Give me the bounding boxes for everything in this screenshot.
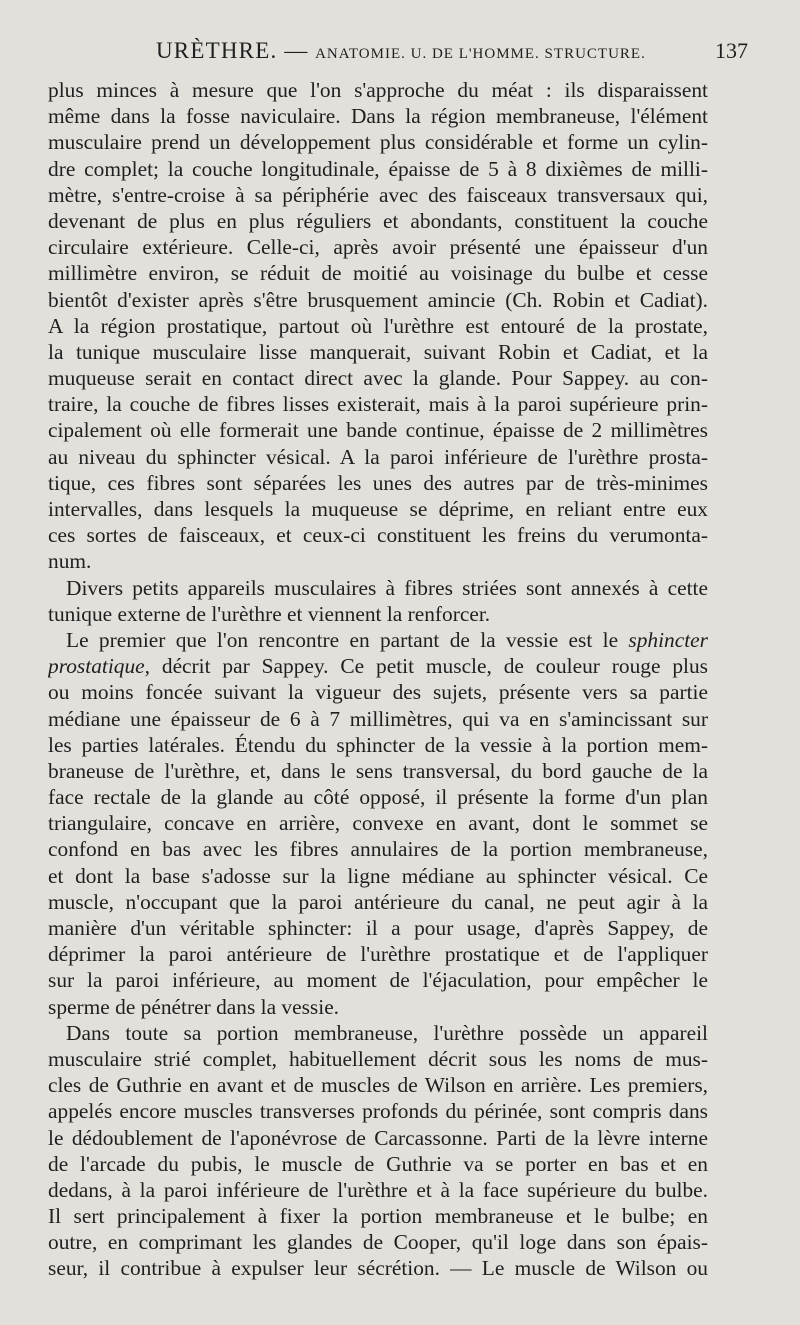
text-line: braneuse de l'urèthre, et, dans le sens transversal, du bord gauche de la <box>48 758 708 783</box>
text-line: circulaire extérieure. Celle-ci, après avoir présenté une épaisseur d'un <box>48 235 708 260</box>
text-line: dedans, à la paroi inférieure de l'urèthre et à la face supérieure du bulbe. <box>48 1177 708 1202</box>
italic-term: sphincter <box>628 627 708 652</box>
text-line: plus minces à mesure que l'on s'approche du méat : ils disparaissent <box>48 78 708 102</box>
body-text <box>48 77 708 1282</box>
text-line: tunique externe de l'urèthre et viennent la renforcer. <box>48 601 491 626</box>
page-header <box>48 38 748 74</box>
text-line: manière d'un véritable sphincter: il a pour usage, d'après Sappey, de <box>48 916 708 940</box>
running-head <box>156 38 646 64</box>
text-line: muscle, n'occupant que la paroi antérieure du canal, ne peut agir à la <box>48 889 708 914</box>
text-line: A la région prostatique, partout où l'urèthre est entouré de la prostate, <box>48 313 708 338</box>
text-line: appelés encore muscles transverses profonds du périnée, sont compris dans <box>48 1099 708 1124</box>
text-line: musculaire prend un développement plus considérable et forme un cylin- <box>48 130 708 155</box>
text-line: Il sert principalement à fixer la portion membraneuse et le bulbe; en <box>48 1204 708 1229</box>
text-line: cipalement où elle formerait une bande continue, épaisse de 2 millimètres <box>48 418 708 443</box>
text-line: déprimer la paroi antérieure de l'urèthre prostatique et de l'appliquer <box>48 942 708 967</box>
text-line: Le premier que l'on rencontre en partant de la vessie est le sphincter <box>66 627 708 652</box>
text-line: sperme de pénétrer dans la vessie. <box>48 994 340 1019</box>
text-line: le dédoublement de l'aponévrose de Carcassonne. Parti de la lèvre interne <box>48 1125 708 1150</box>
text-line: et dont la base s'adosse sur la ligne médiane au sphincter vésical. Ce <box>48 863 708 888</box>
text-line: les parties latérales. Étendu du sphincter de la vessie à la portion mem- <box>48 732 708 757</box>
text-line: la tunique musculaire lisse manquerait, suivant Robin et Cadiat, et la <box>48 339 708 364</box>
text-line: cles de Guthrie en avant et de muscles de Wilson en arrière. Les premiers, <box>48 1073 708 1098</box>
text-line: médiane une épaisseur de 6 à 7 millimètres, qui va en s'amincissant sur <box>48 706 708 731</box>
text-line: ces sortes de faisceaux, et ceux-ci constituent les freins du verumonta- <box>48 523 708 548</box>
text-line: millimètre environ, se réduit de moitié au voisinage du bulbe et cesse <box>48 261 708 286</box>
text-line: sur la paroi inférieure, au moment de l'éjaculation, pour empêcher le <box>48 968 708 993</box>
text-line: Dans toute sa portion membraneuse, l'urèthre possède un appareil <box>66 1020 708 1045</box>
text-line: dre complet; la couche longitudinale, épaisse de 5 à 8 dixièmes de milli- <box>48 156 708 181</box>
italic-term: prostatique <box>48 654 145 679</box>
text-line: tique, ces fibres sont séparées les unes des autres par de très-minimes <box>48 470 708 495</box>
text-line: au niveau du sphincter vésical. A la paroi inférieure de l'urèthre prosta- <box>48 444 708 469</box>
text-line: muqueuse serait en contact direct avec la glande. Pour Sappey. au con- <box>48 366 708 391</box>
running-head-title: URÈTHRE. — <box>156 38 309 63</box>
text-line: num. <box>48 549 92 574</box>
text-line: traire, la couche de fibres lisses existerait, mais à la paroi supérieure prin- <box>48 392 708 417</box>
text-line: bientôt d'exister après s'être brusquement amincie (Ch. Robin et Cadiat). <box>48 287 708 312</box>
text-line: devenant de plus en plus réguliers et abondants, constituent la couche <box>48 208 708 233</box>
text-line: mètre, s'entre-croise à sa périphérie avec des faisceaux transversaux qui, <box>48 182 708 207</box>
text-line: seur, il contribue à expulser leur sécrétion. — Le muscle de Wilson ou <box>48 1256 708 1281</box>
text-line: ou moins foncée suivant la vigueur des sujets, présente vers sa partie <box>48 680 708 705</box>
text-line: de l'arcade du pubis, le muscle de Guthrie va se porter en bas et en <box>48 1151 708 1176</box>
text-line: musculaire strié complet, habituellement décrit sous les noms de mus- <box>48 1046 708 1071</box>
text-line: face rectale de la glande au côté opposé, il présente la forme d'un plan <box>48 785 708 810</box>
page-number: 137 <box>715 38 748 63</box>
running-head-subtitle: ANATOMIE. U. DE L'HOMME. STRUCTURE. <box>315 46 646 62</box>
text-line: confond en bas avec les fibres annulaires de la portion membraneuse, <box>48 837 708 862</box>
text-line: prostatique, décrit par Sappey. Ce petit muscle, de couleur rouge plus <box>48 654 708 679</box>
text-line: Divers petits appareils musculaires à fibres striées sont annexés à cette <box>66 575 708 600</box>
text-line: même dans la fosse naviculaire. Dans la région membraneuse, l'élément <box>48 104 708 129</box>
text-line: triangulaire, concave en arrière, convexe en avant, dont le sommet se <box>48 811 708 836</box>
text-line: intervalles, dans lesquels la muqueuse se déprime, en reliant entre eux <box>48 497 708 521</box>
text-line: outre, en comprimant les glandes de Cooper, qu'il loge dans son épais- <box>48 1230 708 1255</box>
